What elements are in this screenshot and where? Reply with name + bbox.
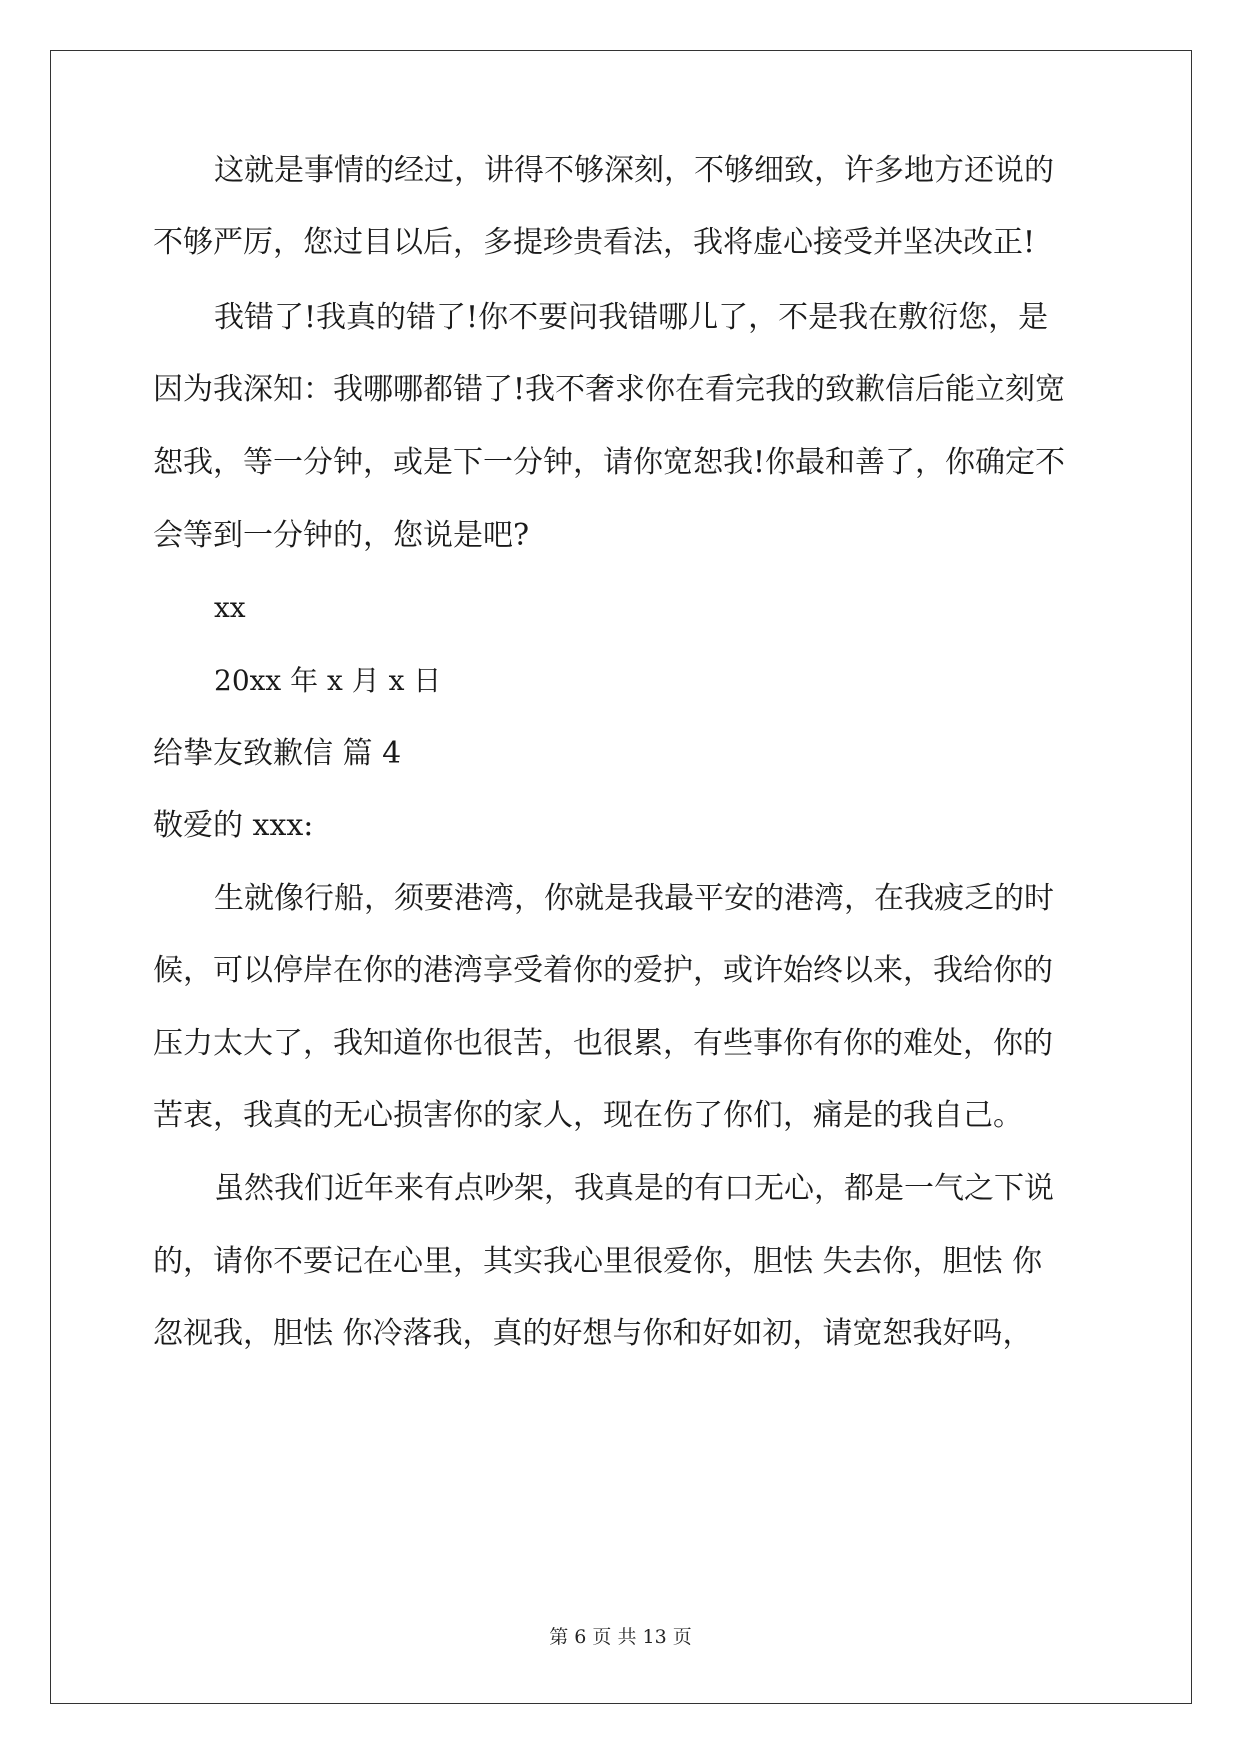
paragraph-line: 我错了!我真的错了!你不要问我错哪儿了，不是我在敷衍您，是	[214, 300, 1049, 335]
page-number: 第 6 页 共 13 页	[549, 1626, 692, 1648]
salutation: 敬爱的 xxx:	[153, 808, 314, 843]
date: 20xx 年 x 月 x 日	[214, 664, 442, 697]
paragraph-line: 的，请你不要记在心里，其实我心里很爱你，胆怯 失去你，胆怯 你	[153, 1244, 1043, 1279]
section-title: 给挚友致歉信 篇 4	[153, 736, 402, 771]
paragraph-line: 因为我深知：我哪哪都错了!我不奢求你在看完我的致歉信后能立刻宽	[153, 372, 1066, 407]
paragraph-line: 虽然我们近年来有点吵架，我真是的有口无心，都是一气之下说	[214, 1171, 1054, 1206]
paragraph-line: 忽视我，胆怯 你冷落我，真的好想与你和好如初，请宽恕我好吗，	[153, 1316, 1033, 1351]
paragraph-line: 会等到一分钟的，您说是吧?	[153, 518, 530, 553]
signature: xx	[214, 591, 246, 624]
paragraph-line: 不够严厉，您过目以后，多提珍贵看法，我将虚心接受并坚决改正!	[153, 225, 1036, 260]
paragraph-line: 生就像行船，须要港湾，你就是我最平安的港湾，在我疲乏的时	[214, 881, 1054, 916]
paragraph-line: 候，可以停岸在你的港湾享受着你的爱护，或许始终以来，我给你的	[153, 953, 1053, 988]
paragraph-line: 苦衷，我真的无心损害你的家人，现在伤了你们，痛是的我自己。	[153, 1098, 1023, 1133]
paragraph-line: 压力太大了，我知道你也很苦，也很累，有些事你有你的难处，你的	[153, 1026, 1053, 1061]
paragraph-line: 这就是事情的经过，讲得不够深刻，不够细致，许多地方还说的	[214, 153, 1054, 188]
paragraph-line: 恕我，等一分钟，或是下一分钟，请你宽恕我!你最和善了，你确定不	[153, 445, 1066, 480]
